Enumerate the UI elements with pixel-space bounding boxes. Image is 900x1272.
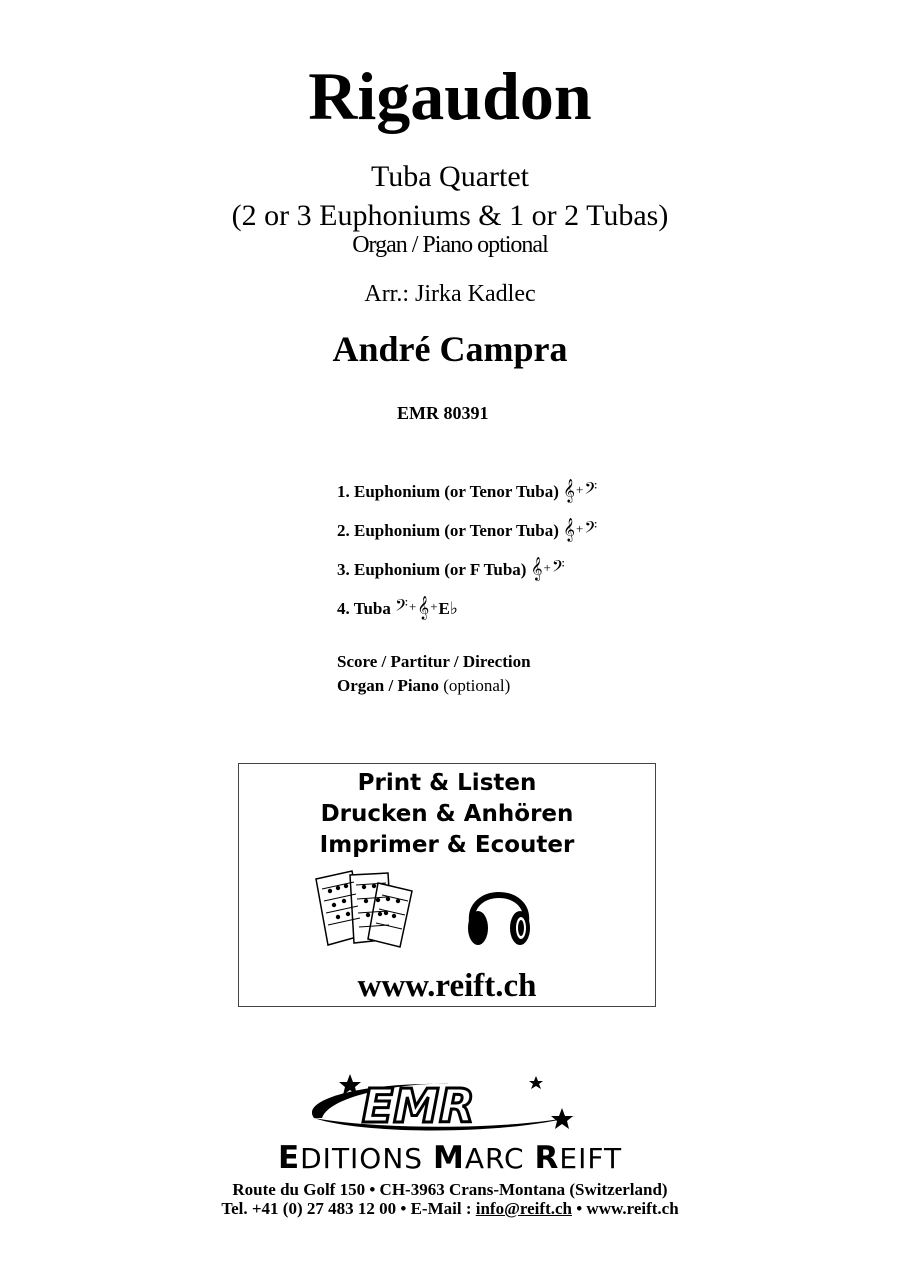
- plus-sign: +: [575, 521, 584, 536]
- promo-line-fr: Imprimer & Ecouter: [319, 832, 575, 858]
- plus-sign: +: [430, 599, 438, 614]
- arranger: Arr.: Jirka Kadlec: [364, 281, 536, 307]
- part-label: 2. Euphonium (or Tenor Tuba): [337, 521, 559, 540]
- page-title: Rigaudon: [308, 58, 592, 134]
- publisher-name: EDITIONS MARC REIFT: [277, 1140, 623, 1176]
- website-label: • www.reift.ch: [571, 1199, 679, 1218]
- part-label: 1. Euphonium (or Tenor Tuba): [337, 482, 559, 501]
- emr-logo-text: EMR: [362, 1079, 475, 1133]
- promo-line-de: Drucken & Anhören: [320, 801, 574, 827]
- e-flat-label: E♭: [438, 599, 458, 618]
- sheet-music-icon: [312, 869, 422, 949]
- promo-url[interactable]: www.reift.ch: [357, 968, 537, 1004]
- catalog-number: EMR 80391: [397, 403, 489, 423]
- plus-sign: +: [575, 482, 584, 497]
- bass-clef-icon: 𝄢: [584, 517, 598, 541]
- part-item: [337, 558, 565, 578]
- publisher-contact: [0, 1199, 900, 1219]
- emr-logo: [300, 1072, 600, 1138]
- part-label: 4. Tuba: [337, 599, 391, 618]
- headphones-icon: [464, 872, 534, 952]
- organ-line: [337, 676, 510, 696]
- part-item: [337, 480, 597, 500]
- bass-clef-icon: 𝄢: [395, 595, 409, 619]
- optional-note: Organ / Piano optional: [352, 232, 548, 258]
- promo-line-en: Print & Listen: [357, 770, 537, 796]
- subtitle: Tuba Quartet: [370, 160, 530, 193]
- plus-sign: +: [409, 599, 417, 614]
- publisher-address: Route du Golf 150 • CH-3963 Crans-Montana (Switzerland): [232, 1180, 668, 1199]
- treble-clef-icon: 𝄞: [563, 478, 575, 502]
- bass-clef-icon: 𝄢: [584, 478, 598, 502]
- optional-label: (optional): [443, 676, 511, 695]
- email-link[interactable]: info@reift.ch: [475, 1199, 572, 1218]
- score-line: Score / Partitur / Direction: [337, 652, 531, 671]
- bass-clef-icon: 𝄢: [551, 556, 565, 580]
- treble-clef-icon: 𝄞: [563, 517, 575, 541]
- instrumentation: (2 or 3 Euphoniums & 1 or 2 Tubas): [231, 199, 669, 232]
- plus-sign: +: [543, 560, 551, 575]
- print-listen-box: [238, 763, 656, 1007]
- composer: André Campra: [332, 329, 568, 369]
- treble-clef-icon: 𝄞: [417, 595, 430, 619]
- part-item: [337, 597, 458, 617]
- part-item: [337, 519, 597, 539]
- phone-label: Tel. +41 (0) 27 483 12 00 • E-Mail :: [221, 1199, 476, 1218]
- part-label: 3. Euphonium (or F Tuba): [337, 560, 527, 579]
- organ-label: Organ / Piano: [337, 676, 440, 695]
- treble-clef-icon: 𝄞: [530, 556, 543, 580]
